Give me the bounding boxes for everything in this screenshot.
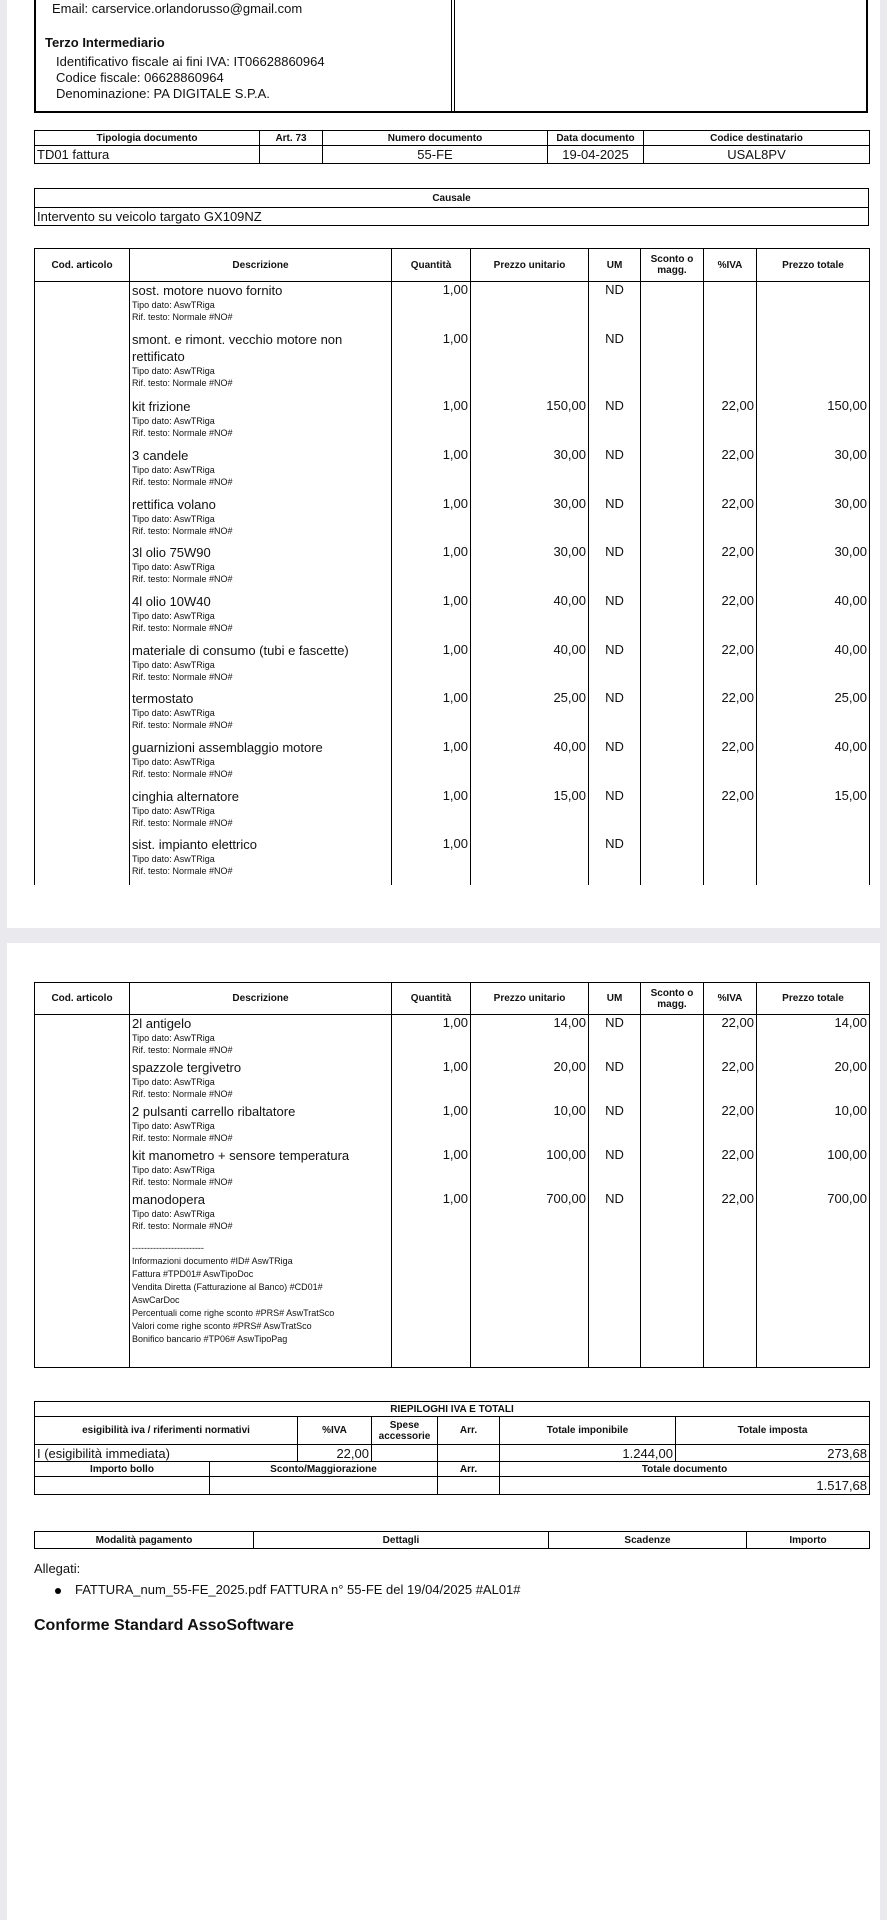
table-row (35, 1059, 870, 1103)
item-unit-price: 150,00 (471, 398, 589, 447)
riepilogo-header: esigibilità iva / riferimenti normativi (82, 1425, 250, 1436)
col-header: UM (589, 249, 641, 282)
item-code-cell (35, 642, 130, 691)
item-description: termostato (132, 691, 194, 707)
info-line: Bonifico bancario #TP06# AswTipoPag (132, 1334, 288, 1344)
item-rif-note: Rif. testo: Normale #NO# (132, 622, 233, 633)
table-row (35, 788, 870, 837)
item-tipo-note: Tipo dato: AswTRiga (132, 1209, 215, 1219)
item-quantity: 1,00 (392, 1191, 471, 1235)
item-um: ND (589, 331, 641, 398)
item-tipo-note: Tipo dato: AswTRiga (132, 416, 215, 427)
table-row (35, 1147, 870, 1191)
item-iva: 22,00 (704, 690, 757, 739)
item-description: cinghia alternatore (132, 788, 239, 804)
allegati-label: Allegati: (34, 1561, 81, 1576)
payment-header: Scadenze (549, 1532, 747, 1549)
item-description-cell (130, 836, 392, 885)
item-iva (704, 282, 757, 331)
item-um: ND (589, 1191, 641, 1235)
terzo-title: Terzo Intermediario (45, 35, 165, 50)
col-header: %IVA (704, 983, 757, 1015)
item-description: kit manometro + sensore temperatura (132, 1148, 350, 1163)
item-um: ND (589, 593, 641, 642)
item-quantity: 1,00 (392, 1059, 471, 1103)
item-rif-note: Rif. testo: Normale #NO# (132, 1133, 233, 1143)
col-header: Cod. articolo (51, 259, 113, 271)
item-iva: 22,00 (704, 642, 757, 691)
item-code-cell (35, 282, 130, 331)
terzo-line: Denominazione: PA DIGITALE S.P.A. (56, 86, 270, 101)
item-discount (641, 496, 704, 545)
item-rif-note: Rif. testo: Normale #NO# (132, 574, 233, 585)
item-tipo-note: Tipo dato: AswTRiga (132, 805, 215, 816)
col-header: Prezzo totale (757, 249, 870, 282)
esigibilita-value: I (esigibilità immediata) (37, 1445, 170, 1461)
header-box (34, 0, 868, 113)
item-description-cell (130, 1103, 392, 1147)
riepiloghi-title: RIEPILOGHI IVA E TOTALI (390, 1403, 514, 1415)
items-body (35, 1015, 870, 1236)
item-description: 3 candele (132, 447, 189, 463)
item-discount (641, 282, 704, 331)
item-description: spazzole tergivetro (132, 1060, 242, 1075)
item-tipo-note: Tipo dato: AswTRiga (132, 300, 215, 310)
item-description-cell (130, 447, 392, 496)
causale-header: Causale (432, 192, 471, 204)
table-row (35, 282, 870, 331)
item-unit-price (471, 282, 589, 331)
item-iva: 22,00 (704, 544, 757, 593)
item-um: ND (589, 398, 641, 447)
item-description-cell (130, 788, 392, 837)
item-code-cell (35, 593, 130, 642)
item-total: 150,00 (757, 398, 870, 447)
table-row (35, 1015, 870, 1060)
item-description-cell (130, 331, 392, 398)
terzo-line: Codice fiscale: 06628860964 (56, 70, 224, 85)
totali-header: Totale documento (500, 1462, 870, 1477)
item-discount (641, 836, 704, 885)
item-tipo-note: Tipo dato: AswTRiga (132, 756, 215, 767)
item-description-cell (130, 1015, 392, 1060)
item-iva: 22,00 (704, 398, 757, 447)
imponibile-value: 1.244,00 (500, 1445, 676, 1462)
item-tipo-note: Tipo dato: AswTRiga (132, 464, 215, 475)
col-header: Prezzo unitario (471, 249, 589, 282)
item-unit-price: 700,00 (471, 1191, 589, 1235)
item-rif-note: Rif. testo: Normale #NO# (132, 1089, 233, 1099)
info-line: Valori come righe sconto #PRS# AswTratSco (132, 1321, 312, 1331)
item-iva: 22,00 (704, 1191, 757, 1235)
item-tipo-note: Tipo dato: AswTRiga (132, 562, 215, 573)
item-iva: 22,00 (704, 739, 757, 788)
item-code-cell (35, 1059, 130, 1103)
item-description: rettifica volano (132, 496, 216, 512)
item-unit-price: 15,00 (471, 788, 589, 837)
item-code-cell (35, 1191, 130, 1235)
item-total: 30,00 (757, 496, 870, 545)
item-um: ND (589, 1015, 641, 1060)
doc-header: Codice destinatario (644, 131, 870, 146)
item-um: ND (589, 544, 641, 593)
items-table (34, 248, 870, 885)
imposta-value: 273,68 (676, 1445, 870, 1462)
item-description-cell (130, 642, 392, 691)
item-um: ND (589, 447, 641, 496)
item-description: guarnizioni assemblaggio motore (132, 739, 323, 755)
item-code-cell (35, 690, 130, 739)
causale-value: Intervento su veicolo targato GX109NZ (37, 209, 262, 224)
item-unit-price: 40,00 (471, 739, 589, 788)
allegato-item (55, 1582, 521, 1597)
item-total (757, 836, 870, 885)
terzo-line: Identificativo fiscale ai fini IVA: IT06628860964 (56, 54, 325, 69)
item-um: ND (589, 690, 641, 739)
item-unit-price: 20,00 (471, 1059, 589, 1103)
item-code-cell (35, 1103, 130, 1147)
item-discount (641, 642, 704, 691)
item-rif-note: Rif. testo: Normale #NO# (132, 525, 233, 536)
col-header: Sconto o magg. (641, 983, 704, 1015)
item-description-cell (130, 496, 392, 545)
col-header: Cod. articolo (51, 993, 113, 1004)
item-um: ND (589, 496, 641, 545)
item-um: ND (589, 836, 641, 885)
item-tipo-note: Tipo dato: AswTRiga (132, 1033, 215, 1043)
item-unit-price (471, 331, 589, 398)
item-rif-note: Rif. testo: Normale #NO# (132, 720, 233, 731)
sconto-value (210, 1477, 438, 1495)
col-header: UM (589, 983, 641, 1015)
item-total: 25,00 (757, 690, 870, 739)
document-info-cell (130, 1235, 392, 1367)
item-quantity: 1,00 (392, 544, 471, 593)
item-description: 2l antigelo (132, 1016, 192, 1031)
table-row (35, 496, 870, 545)
item-discount (641, 1147, 704, 1191)
riepilogo-header: Totale imponibile (500, 1417, 676, 1445)
item-iva: 22,00 (704, 1147, 757, 1191)
item-unit-price: 14,00 (471, 1015, 589, 1060)
item-description: 4l olio 10W40 (132, 593, 211, 609)
item-iva: 22,00 (704, 593, 757, 642)
doc-header: Numero documento (323, 131, 548, 146)
col-header: Sconto o magg. (641, 249, 704, 282)
col-header: Descrizione (130, 983, 392, 1015)
item-unit-price: 10,00 (471, 1103, 589, 1147)
table-row (35, 739, 870, 788)
info-line: Fattura #TPD01# AswTipoDoc (132, 1269, 254, 1279)
item-description: 2 pulsanti carrello ribaltatore (132, 1104, 296, 1119)
item-code-cell (35, 836, 130, 885)
item-quantity: 1,00 (392, 1103, 471, 1147)
col-header: Descrizione (130, 249, 392, 282)
item-iva: 22,00 (704, 496, 757, 545)
item-total (757, 282, 870, 331)
totali-header: Importo bollo (90, 1463, 154, 1475)
riepilogo-header: Spese accessorie (372, 1417, 438, 1445)
col-header: Quantità (392, 983, 471, 1015)
payment-header: Dettagli (254, 1532, 549, 1549)
item-description-cell (130, 593, 392, 642)
item-tipo-note: Tipo dato: AswTRiga (132, 610, 215, 621)
riepilogo-header: %IVA (298, 1417, 372, 1445)
item-quantity: 1,00 (392, 739, 471, 788)
item-quantity: 1,00 (392, 282, 471, 331)
item-discount (641, 739, 704, 788)
bollo-value (35, 1477, 210, 1495)
payment-table (34, 1531, 870, 1549)
doc-number-value: 55-FE (323, 146, 548, 164)
item-unit-price: 30,00 (471, 544, 589, 593)
item-code-cell (35, 398, 130, 447)
doc-type-value: TD01 fattura (37, 147, 110, 162)
table-row (35, 331, 870, 398)
email-text: Email: carservice.orlandorusso@gmail.com (52, 1, 303, 16)
item-iva: 22,00 (704, 447, 757, 496)
item-um: ND (589, 1147, 641, 1191)
item-quantity: 1,00 (392, 788, 471, 837)
item-description: materiale di consumo (tubi e fascette) (132, 642, 349, 658)
item-rif-note: Rif. testo: Normale #NO# (132, 1177, 233, 1187)
item-discount (641, 331, 704, 398)
item-discount (641, 1015, 704, 1060)
item-total: 40,00 (757, 642, 870, 691)
invoice-page-2 (7, 943, 880, 1920)
item-quantity: 1,00 (392, 496, 471, 545)
item-discount (641, 1059, 704, 1103)
info-line: AswCarDoc (132, 1295, 180, 1305)
table-row (35, 1103, 870, 1147)
item-rif-note: Rif. testo: Normale #NO# (132, 476, 233, 487)
col-header: Quantità (392, 249, 471, 282)
item-iva: 22,00 (704, 788, 757, 837)
item-tipo-note: Tipo dato: AswTRiga (132, 708, 215, 719)
riepilogo-header: Totale imposta (676, 1417, 870, 1445)
table-row (35, 1191, 870, 1235)
art73-value (260, 146, 323, 164)
spese-value (372, 1445, 438, 1462)
items-table (34, 982, 870, 1368)
table-row (35, 593, 870, 642)
table-row (35, 642, 870, 691)
item-rif-note: Rif. testo: Normale #NO# (132, 428, 233, 439)
item-tipo-note: Tipo dato: AswTRiga (132, 365, 215, 376)
item-quantity: 1,00 (392, 1147, 471, 1191)
arr-value (438, 1477, 500, 1495)
item-quantity: 1,00 (392, 447, 471, 496)
item-code-cell (35, 739, 130, 788)
table-row (35, 398, 870, 447)
col-header: Prezzo unitario (471, 983, 589, 1015)
item-tipo-note: Tipo dato: AswTRiga (132, 854, 215, 865)
item-tipo-note: Tipo dato: AswTRiga (132, 1077, 215, 1087)
item-code-cell (35, 496, 130, 545)
document-info-table (34, 130, 870, 164)
item-rif-note: Rif. testo: Normale #NO# (132, 866, 233, 877)
item-discount (641, 1191, 704, 1235)
col-header: Prezzo totale (757, 983, 870, 1015)
item-unit-price: 100,00 (471, 1147, 589, 1191)
riepilogo-header: Arr. (438, 1417, 500, 1445)
doc-header: Tipologia documento (96, 132, 198, 144)
item-iva (704, 331, 757, 398)
item-quantity: 1,00 (392, 398, 471, 447)
item-description-cell (130, 1059, 392, 1103)
item-um: ND (589, 788, 641, 837)
item-iva: 22,00 (704, 1059, 757, 1103)
document-info-lines (132, 1242, 389, 1346)
item-description: sost. motore nuovo fornito (132, 283, 283, 298)
item-unit-price: 40,00 (471, 642, 589, 691)
causale-table (34, 188, 869, 226)
iva-rate-value: 22,00 (298, 1445, 372, 1462)
bullet-icon (55, 1588, 61, 1594)
info-cell-code (35, 1235, 130, 1367)
item-description-cell (130, 398, 392, 447)
recipient-code-value: USAL8PV (644, 146, 870, 164)
item-quantity: 1,00 (392, 1015, 471, 1060)
item-total: 700,00 (757, 1191, 870, 1235)
item-discount (641, 690, 704, 739)
item-total: 15,00 (757, 788, 870, 837)
totale-documento-value: 1.517,68 (500, 1477, 870, 1495)
doc-date-value: 19-04-2025 (548, 146, 644, 164)
col-header: %IVA (704, 249, 757, 282)
item-total: 100,00 (757, 1147, 870, 1191)
item-rif-note: Rif. testo: Normale #NO# (132, 671, 233, 682)
table-row (35, 544, 870, 593)
item-discount (641, 788, 704, 837)
info-line: ------------------------ (132, 1243, 204, 1253)
item-total: 40,00 (757, 739, 870, 788)
item-unit-price: 40,00 (471, 593, 589, 642)
item-quantity: 1,00 (392, 690, 471, 739)
item-description: manodopera (132, 1192, 205, 1207)
item-rif-note: Rif. testo: Normale #NO# (132, 377, 233, 388)
item-discount (641, 398, 704, 447)
item-um: ND (589, 1103, 641, 1147)
item-description-cell (130, 282, 392, 331)
info-line: Percentuali come righe sconto #PRS# AswTratSco (132, 1308, 335, 1318)
table-row (35, 836, 870, 885)
item-description-cell (130, 544, 392, 593)
table-row (35, 690, 870, 739)
item-description-cell (130, 1191, 392, 1235)
item-total: 14,00 (757, 1015, 870, 1060)
item-quantity: 1,00 (392, 642, 471, 691)
item-rif-note: Rif. testo: Normale #NO# (132, 817, 233, 828)
items-body (35, 282, 870, 886)
item-quantity: 1,00 (392, 593, 471, 642)
item-quantity: 1,00 (392, 836, 471, 885)
item-description: smont. e rimont. vecchio motore non rettificato (132, 331, 343, 364)
item-unit-price: 25,00 (471, 690, 589, 739)
conforme-text: Conforme Standard AssoSoftware (34, 1617, 294, 1634)
item-rif-note: Rif. testo: Normale #NO# (132, 312, 233, 322)
item-unit-price: 30,00 (471, 447, 589, 496)
item-code-cell (35, 331, 130, 398)
item-description: sist. impianto elettrico (132, 837, 257, 853)
item-code-cell (35, 788, 130, 837)
item-total: 10,00 (757, 1103, 870, 1147)
item-discount (641, 1103, 704, 1147)
item-total: 30,00 (757, 544, 870, 593)
doc-header: Art. 73 (260, 131, 323, 146)
doc-header: Data documento (548, 131, 644, 146)
item-iva (704, 836, 757, 885)
item-iva: 22,00 (704, 1103, 757, 1147)
item-tipo-note: Tipo dato: AswTRiga (132, 659, 215, 670)
riepiloghi-table (34, 1401, 870, 1495)
item-code-cell (35, 447, 130, 496)
info-line: Informazioni documento #ID# AswTRiga (132, 1256, 293, 1266)
item-description: 3l olio 75W90 (132, 545, 211, 561)
allegato-link[interactable]: FATTURA_num_55-FE_2025.pdf FATTURA n° 55-FE del 19/04/2025 #AL01# (75, 1582, 521, 1597)
invoice-page-1 (7, 0, 880, 928)
item-total: 40,00 (757, 593, 870, 642)
item-rif-note: Rif. testo: Normale #NO# (132, 768, 233, 779)
item-um: ND (589, 739, 641, 788)
payment-header: Importo (747, 1532, 870, 1549)
item-discount (641, 544, 704, 593)
item-tipo-note: Tipo dato: AswTRiga (132, 1121, 215, 1131)
item-tipo-note: Tipo dato: AswTRiga (132, 1165, 215, 1175)
totali-header: Arr. (438, 1462, 500, 1477)
item-um: ND (589, 642, 641, 691)
item-total (757, 331, 870, 398)
table-row (35, 447, 870, 496)
header-left (42, 0, 447, 102)
item-um: ND (589, 1059, 641, 1103)
item-description: kit frizione (132, 399, 191, 415)
item-iva: 22,00 (704, 1015, 757, 1060)
arr-value (438, 1445, 500, 1462)
item-code-cell (35, 544, 130, 593)
header-divider (451, 0, 455, 111)
item-code-cell (35, 1015, 130, 1060)
item-tipo-note: Tipo dato: AswTRiga (132, 513, 215, 524)
item-quantity: 1,00 (392, 331, 471, 398)
item-unit-price: 30,00 (471, 496, 589, 545)
info-line: Vendita Diretta (Fatturazione al Banco) #CD01# (132, 1282, 323, 1292)
item-unit-price (471, 836, 589, 885)
item-rif-note: Rif. testo: Normale #NO# (132, 1045, 233, 1055)
item-um: ND (589, 282, 641, 331)
payment-header: Modalità pagamento (95, 1534, 193, 1546)
item-discount (641, 593, 704, 642)
item-rif-note: Rif. testo: Normale #NO# (132, 1221, 233, 1231)
item-description-cell (130, 690, 392, 739)
totali-header: Sconto/Maggiorazione (210, 1462, 438, 1477)
item-code-cell (35, 1147, 130, 1191)
item-total: 20,00 (757, 1059, 870, 1103)
item-discount (641, 447, 704, 496)
item-total: 30,00 (757, 447, 870, 496)
item-description-cell (130, 739, 392, 788)
item-description-cell (130, 1147, 392, 1191)
